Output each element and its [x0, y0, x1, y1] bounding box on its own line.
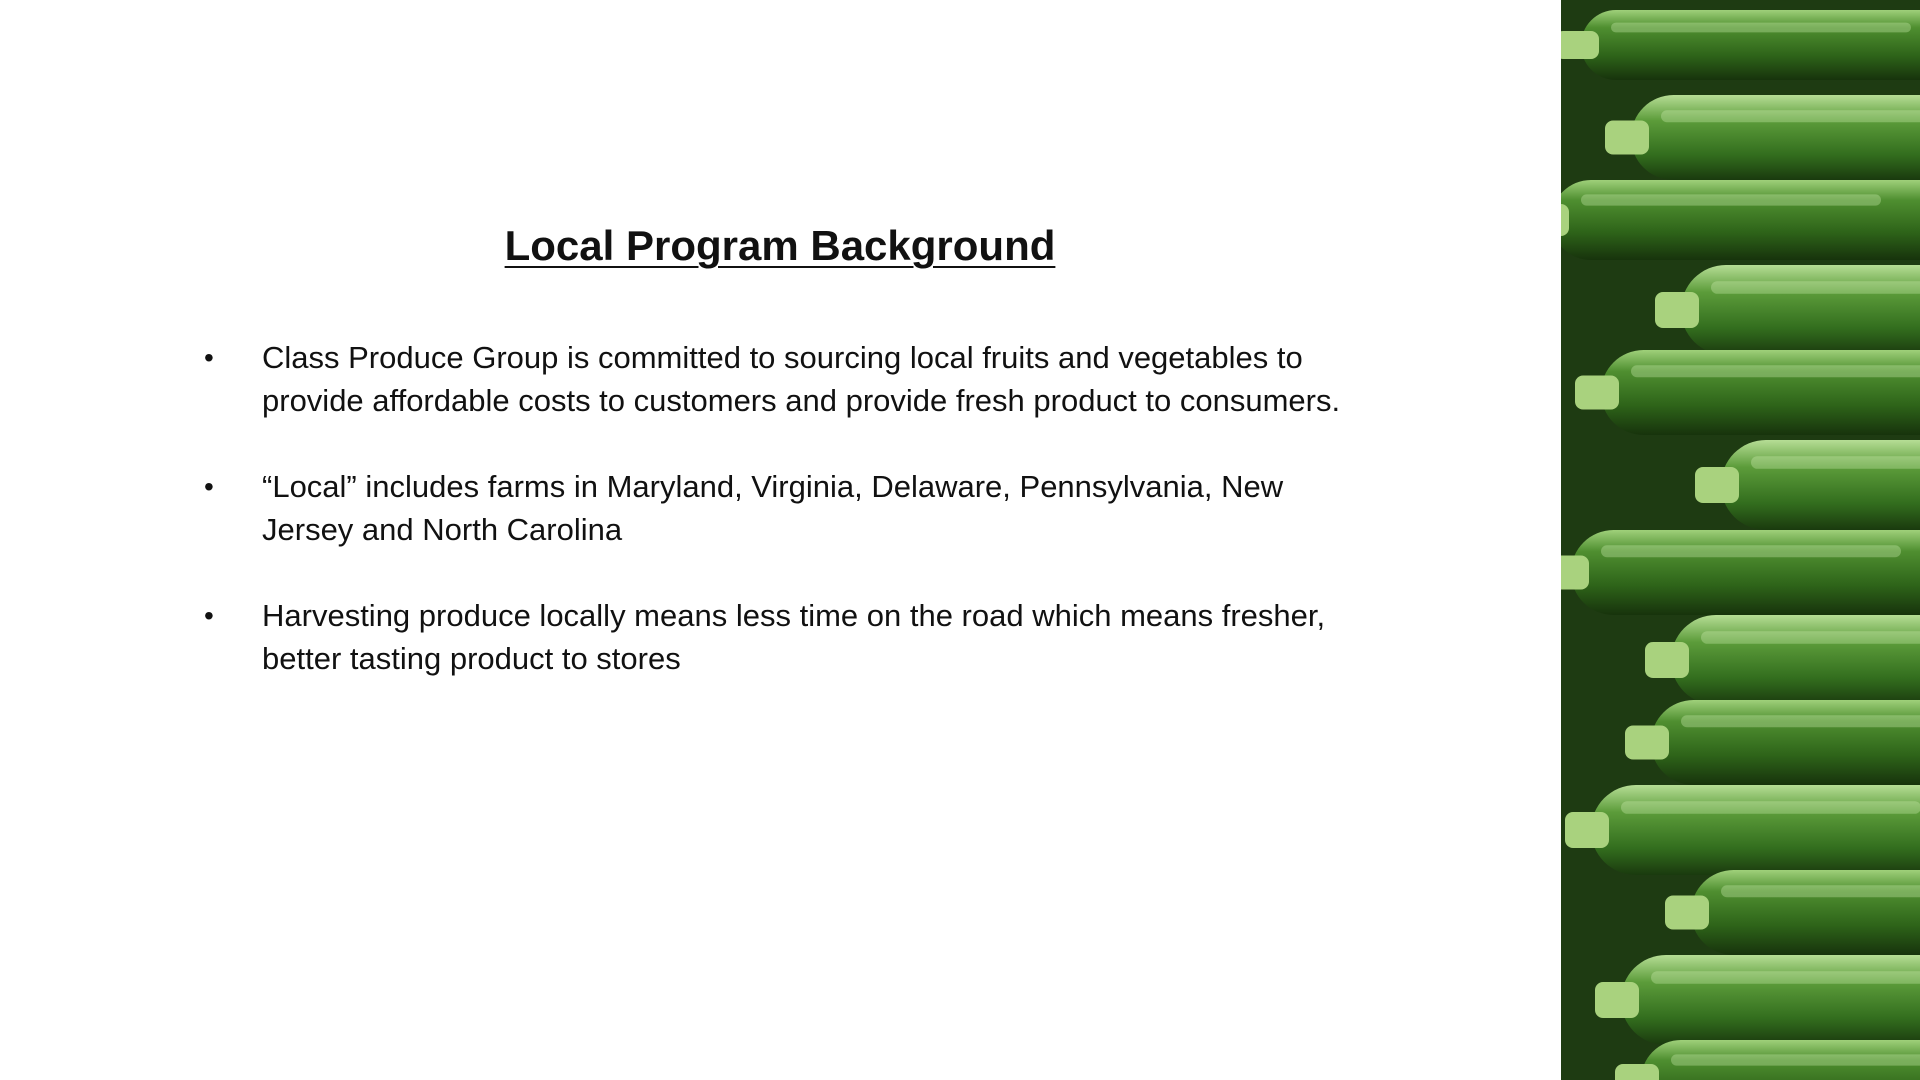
zucchini-illustration — [1561, 0, 1920, 1080]
zucchini-stem — [1625, 726, 1669, 760]
zucchini — [1621, 955, 1920, 1045]
zucchini — [1671, 615, 1920, 705]
bullet-text: “Local” includes farms in Maryland, Virginia, Delaware, Pennsylvania, New Jersey and North Carolina — [262, 469, 1284, 547]
zucchini — [1561, 180, 1920, 260]
slide-content — [200, 0, 1360, 1080]
zucchini-stem — [1695, 467, 1739, 503]
zucchini — [1571, 530, 1920, 615]
zucchini-highlight — [1671, 1054, 1920, 1065]
zucchini-stem — [1645, 642, 1689, 678]
zucchini — [1631, 95, 1920, 180]
zucchini — [1591, 785, 1920, 875]
zucchini-stem — [1565, 812, 1609, 848]
zucchini-stem — [1655, 292, 1699, 328]
bullet-icon: • — [204, 471, 214, 502]
zucchini-stem — [1605, 121, 1649, 155]
zucchini-highlight — [1701, 631, 1920, 644]
zucchini-stem — [1595, 982, 1639, 1018]
zucchini-highlight — [1681, 715, 1920, 727]
zucchini-stem — [1575, 376, 1619, 410]
zucchini-highlight — [1661, 110, 1920, 122]
zucchini-highlight — [1581, 194, 1881, 205]
zucchini-stem — [1561, 204, 1569, 236]
zucchini — [1681, 265, 1920, 355]
bullet-text: Class Produce Group is committed to sourcing local fruits and vegetables to provide affordable costs to customers and provide fresh product to consumers. — [262, 340, 1341, 418]
bullet-icon: • — [204, 342, 214, 373]
zucchini-highlight — [1631, 365, 1920, 377]
zucchini-highlight — [1751, 456, 1920, 469]
zucchini — [1601, 350, 1920, 435]
zucchini-stem — [1665, 896, 1709, 930]
zucchini — [1651, 700, 1920, 785]
bullet-item — [200, 594, 1360, 680]
bullet-text: Harvesting produce locally means less time on the road which means fresher, better tasting product to stores — [262, 598, 1326, 676]
zucchini-stem — [1615, 1064, 1659, 1080]
bullet-item — [200, 336, 1360, 422]
zucchini-highlight — [1651, 971, 1920, 984]
zucchini-highlight — [1721, 885, 1920, 897]
zucchini-highlight — [1711, 281, 1920, 294]
zucchini-highlight — [1611, 23, 1911, 33]
bullet-item — [200, 465, 1360, 551]
zucchini-highlight — [1621, 801, 1920, 814]
zucchini-highlight — [1601, 545, 1901, 557]
zucchini — [1721, 440, 1920, 530]
zucchini-photo — [1561, 0, 1920, 1080]
slide-title: Local Program Background — [504, 222, 1056, 269]
zucchini — [1691, 870, 1920, 955]
zucchini — [1581, 10, 1920, 80]
bullet-list — [200, 336, 1360, 723]
zucchini-stem — [1561, 556, 1589, 590]
bullet-icon: • — [204, 600, 214, 631]
zucchini-stem — [1561, 31, 1599, 59]
